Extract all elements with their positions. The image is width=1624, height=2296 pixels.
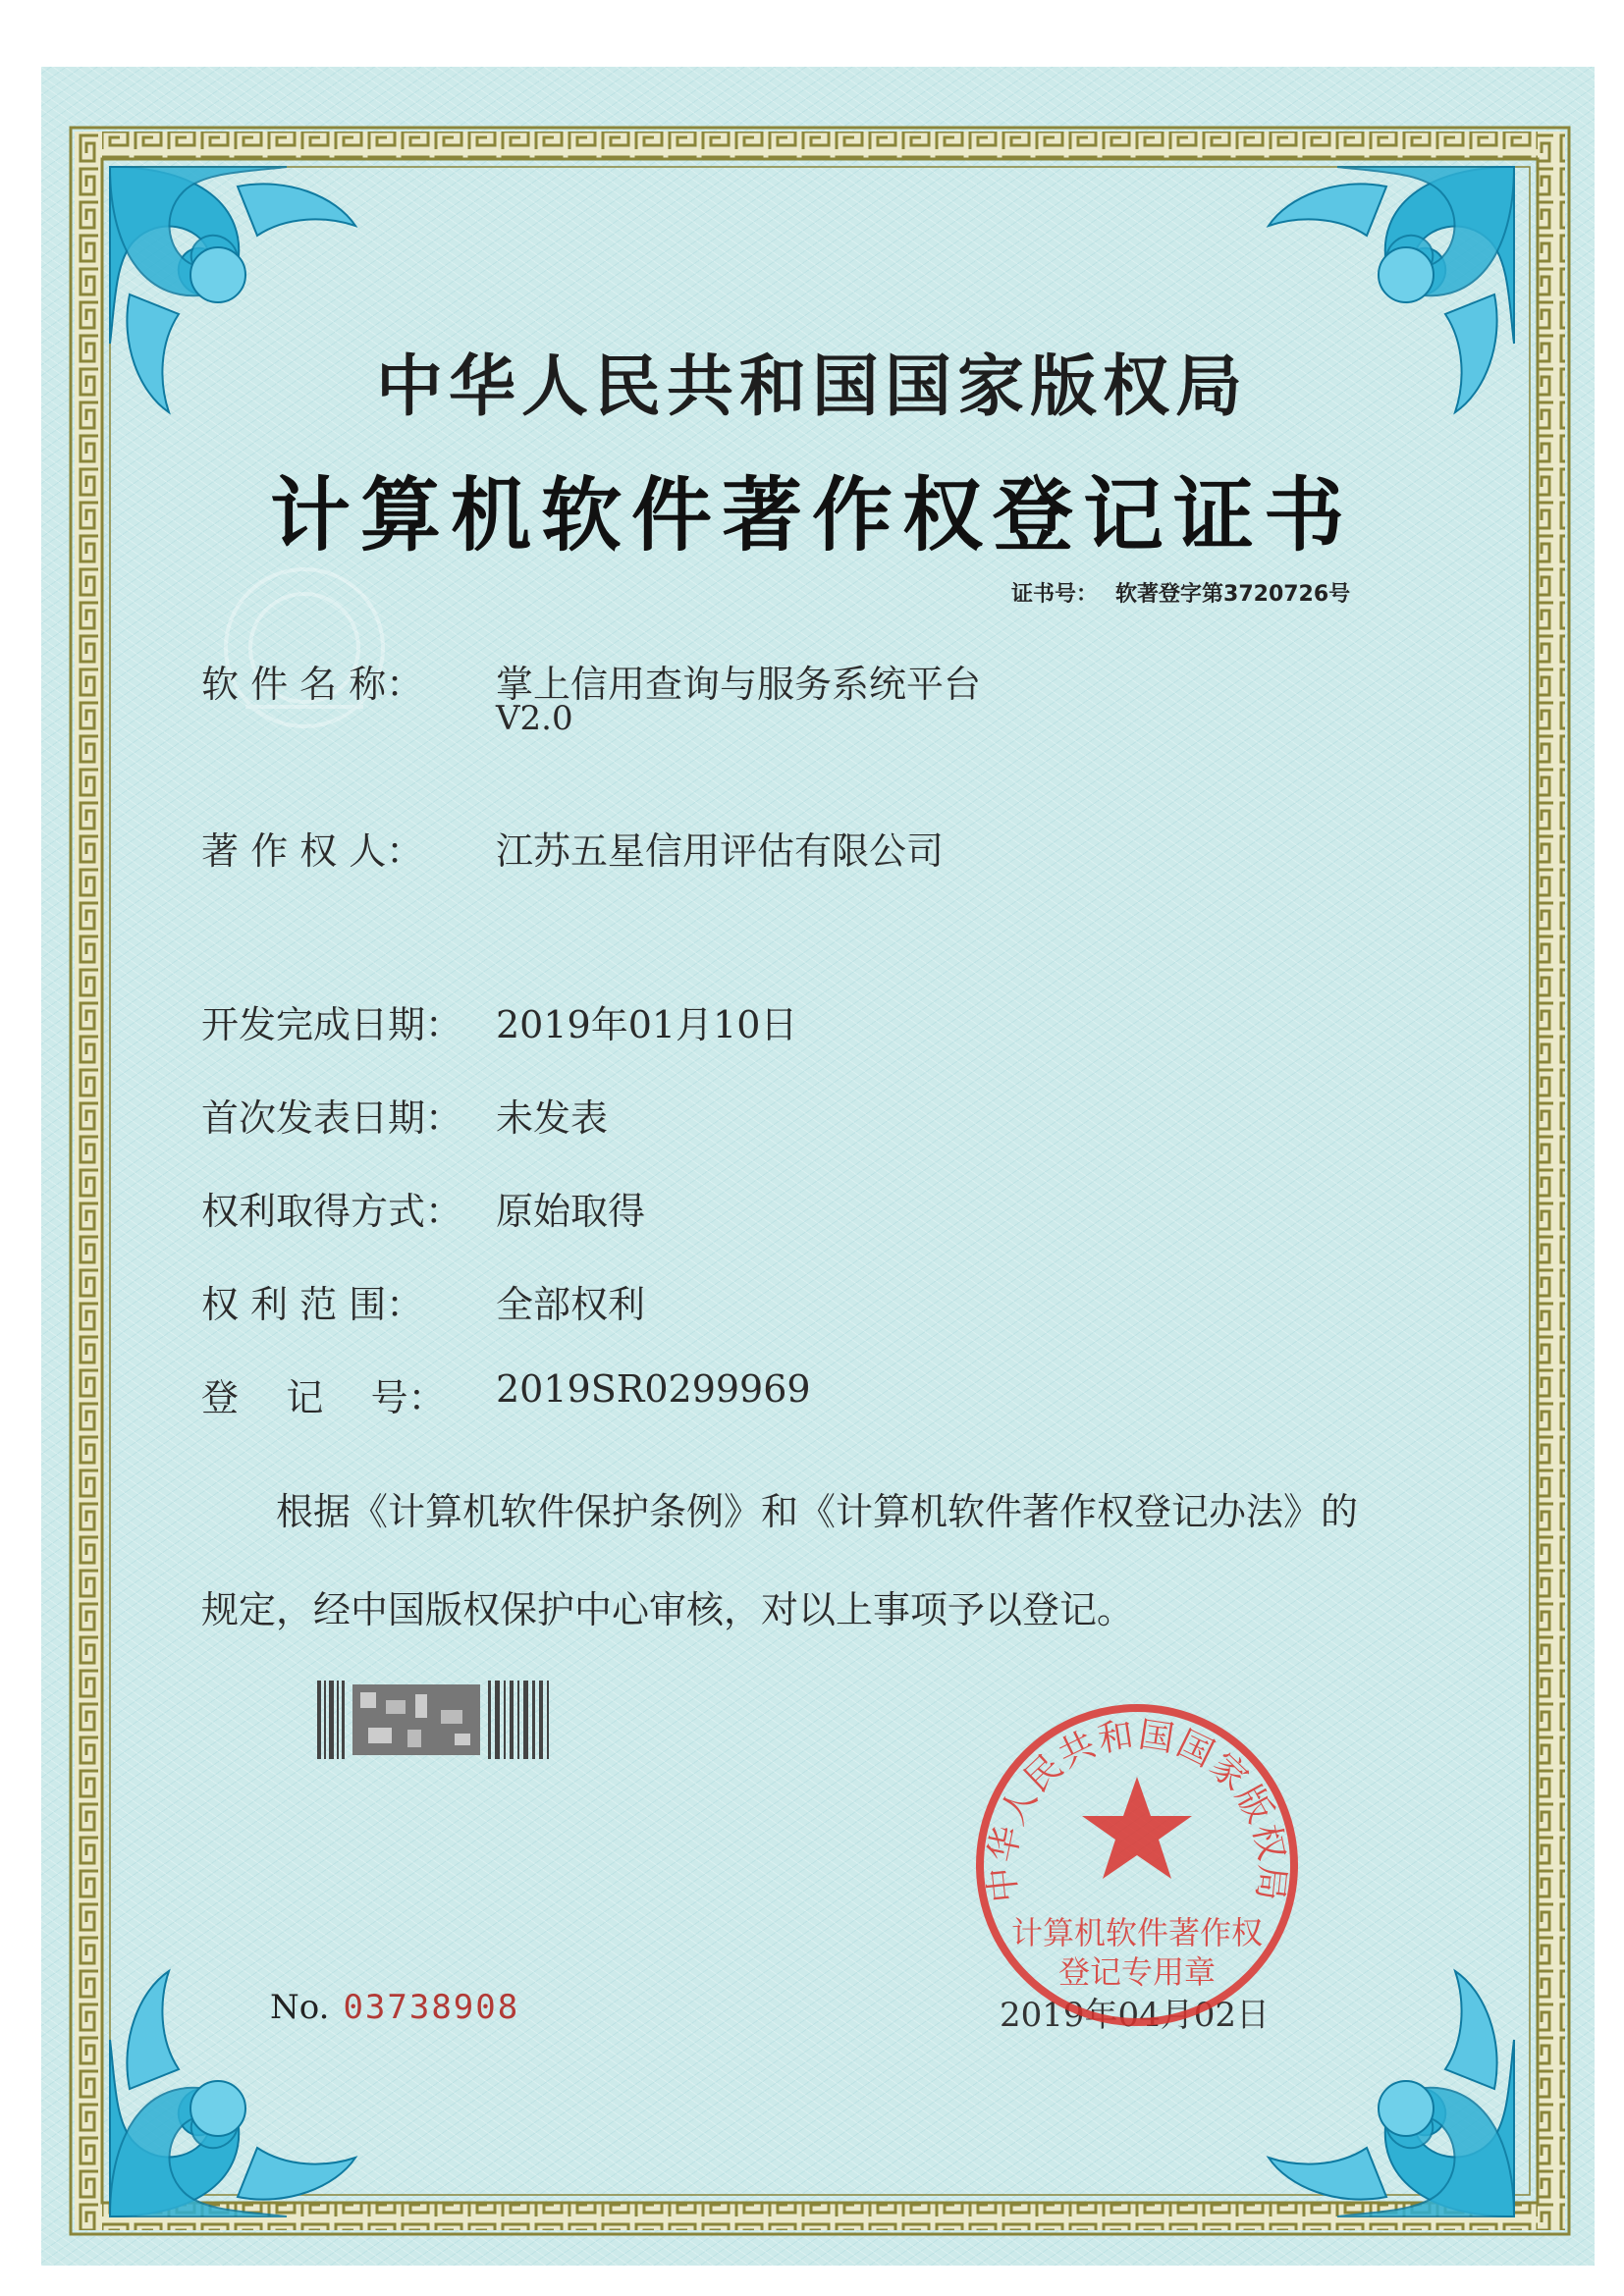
statement-line: 规定，经中国版权保护中心审核，对以上事项予以登记。 (201, 1588, 1135, 1631)
field-registration-number (201, 1367, 811, 1421)
field-value: 江苏五星信用评估有限公司 (496, 829, 945, 873)
field-label: 著 作 权 人： (201, 829, 424, 873)
issuing-authority: 中华人民共和国国家版权局 (375, 347, 1248, 426)
field-rights-scope (201, 1274, 646, 1328)
field-label: 权 利 范 围： (201, 1283, 424, 1326)
field-value: 2019年01月10日 (496, 1003, 798, 1046)
certificate-number-label: 证书号： (1011, 582, 1099, 607)
field-value: 原始取得 (496, 1190, 646, 1233)
official-seal-icon (941, 1659, 1333, 2052)
field-label: 软 件 名 称： (201, 663, 424, 706)
field-value: 2019SR0299969 (496, 1367, 811, 1411)
field-value: 全部权利 (496, 1283, 646, 1326)
certificate-number-value: 软著登字第3720726号 (1115, 582, 1351, 607)
field-value: 掌上信用查询与服务系统平台 (496, 663, 982, 706)
seal-outer-text: 中华人民共和国国家版权局 (981, 1714, 1293, 1905)
serial-number-value: 03738908 (343, 1988, 520, 2027)
corner-ornament-icon (90, 1942, 385, 2236)
certificate-number (1011, 577, 1350, 608)
field-label: 登 记 号： (201, 1376, 446, 1419)
field-label: 开发完成日期： (201, 1003, 463, 1046)
watermark-emblem-icon (206, 550, 403, 746)
statement-line: 根据《计算机软件保护条例》和《计算机软件著作权登记办法》的 (276, 1490, 1359, 1533)
field-first-publication-date (201, 1088, 609, 1142)
seal-inner-line1: 计算机软件著作权 (1010, 1914, 1264, 1951)
field-value-version: V2.0 (496, 699, 573, 738)
serial-number (270, 1988, 519, 2027)
barcode-icon (317, 1681, 553, 1759)
field-copyright-owner (201, 821, 945, 875)
field-label: 首次发表日期： (201, 1096, 463, 1140)
issue-date: 2019年04月02日 (1000, 1996, 1271, 2035)
field-label: 权利取得方式： (201, 1190, 463, 1233)
field-completion-date (201, 994, 798, 1048)
certificate-title: 计算机软件著作权登记证书 (269, 468, 1354, 562)
field-acquisition-method (201, 1181, 646, 1235)
statement-paragraph (201, 1463, 1478, 1659)
field-software-name (201, 654, 982, 738)
seal-inner-line2: 登记专用章 (1057, 1953, 1217, 1991)
serial-number-label: No. (270, 1988, 330, 2027)
field-value: 未发表 (496, 1096, 609, 1140)
